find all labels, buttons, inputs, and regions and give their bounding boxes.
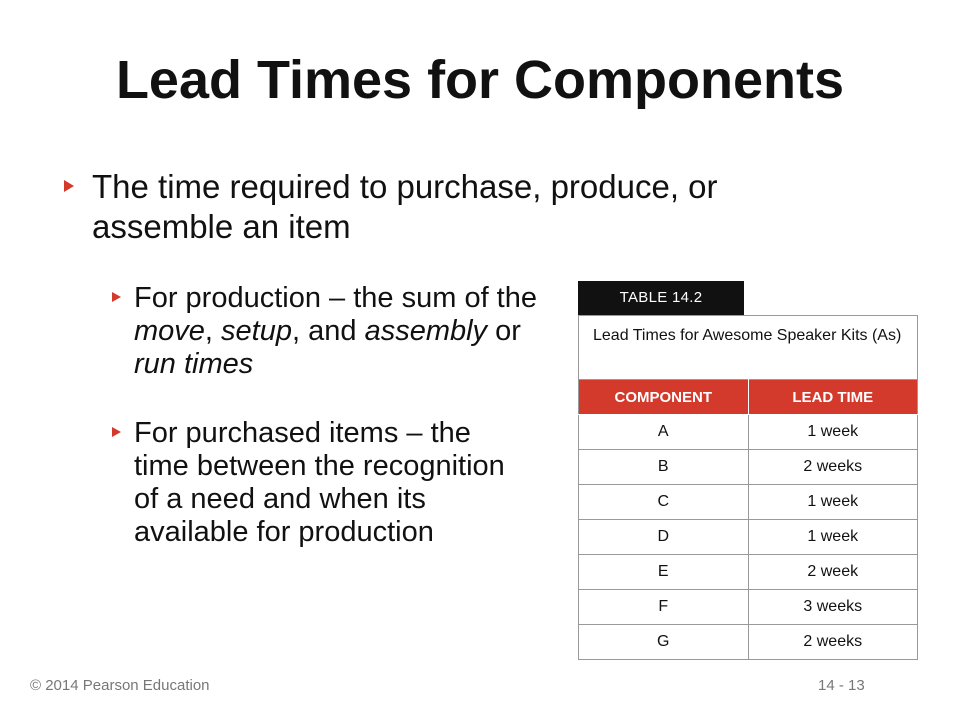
lead-time-cell: 2 week	[748, 555, 918, 590]
lead-time-cell: 1 week	[748, 485, 918, 520]
bullet-arrow-icon	[64, 180, 74, 192]
header-component: COMPONENT	[579, 380, 749, 415]
header-lead-time: LEAD TIME	[748, 380, 918, 415]
sub-bullet-production-text: For production – the sum of the	[134, 282, 537, 314]
footer-page-number: 14 - 13	[818, 677, 865, 694]
table-row	[579, 520, 918, 555]
table-row	[579, 485, 918, 520]
component-cell: A	[579, 415, 749, 450]
table-row	[579, 415, 918, 450]
component-cell: E	[579, 555, 749, 590]
lead-time-cell: 1 week	[748, 415, 918, 450]
component-cell: C	[579, 485, 749, 520]
main-bullet-text: The time required to purchase, produce, or assemble an item	[92, 168, 718, 245]
term-move: move	[134, 315, 205, 347]
separator: , and	[292, 315, 365, 347]
lead-time-cell: 1 week	[748, 520, 918, 555]
separator: or	[487, 315, 521, 347]
component-cell: F	[579, 590, 749, 625]
slide-title: Lead Times for Components	[115, 50, 845, 110]
component-cell: G	[579, 625, 749, 660]
table-row	[579, 555, 918, 590]
bullet-arrow-icon	[112, 292, 121, 302]
lead-time-table	[578, 379, 918, 660]
term-assembly: assembly	[364, 315, 488, 347]
table-row	[579, 590, 918, 625]
bullet-arrow-icon	[112, 427, 121, 437]
table-header-row	[579, 380, 918, 415]
footer-copyright: © 2014 Pearson Education	[30, 677, 210, 694]
table-description: Lead Times for Awesome Speaker Kits (As)	[578, 315, 918, 379]
lead-time-cell: 2 weeks	[748, 625, 918, 660]
table-caption: TABLE 14.2	[578, 281, 744, 315]
term-run-times: run times	[134, 348, 254, 380]
term-setup: setup	[221, 315, 292, 347]
lead-time-cell: 3 weeks	[748, 590, 918, 625]
lead-time-cell: 2 weeks	[748, 450, 918, 485]
component-cell: B	[579, 450, 749, 485]
component-cell: D	[579, 520, 749, 555]
table-row	[579, 625, 918, 660]
sub-bullet-purchased: For purchased items – the time between the recognition of a need and when its available for production	[134, 417, 505, 548]
table-row	[579, 450, 918, 485]
sub-bullet-production	[134, 282, 554, 381]
separator: ,	[204, 315, 222, 347]
